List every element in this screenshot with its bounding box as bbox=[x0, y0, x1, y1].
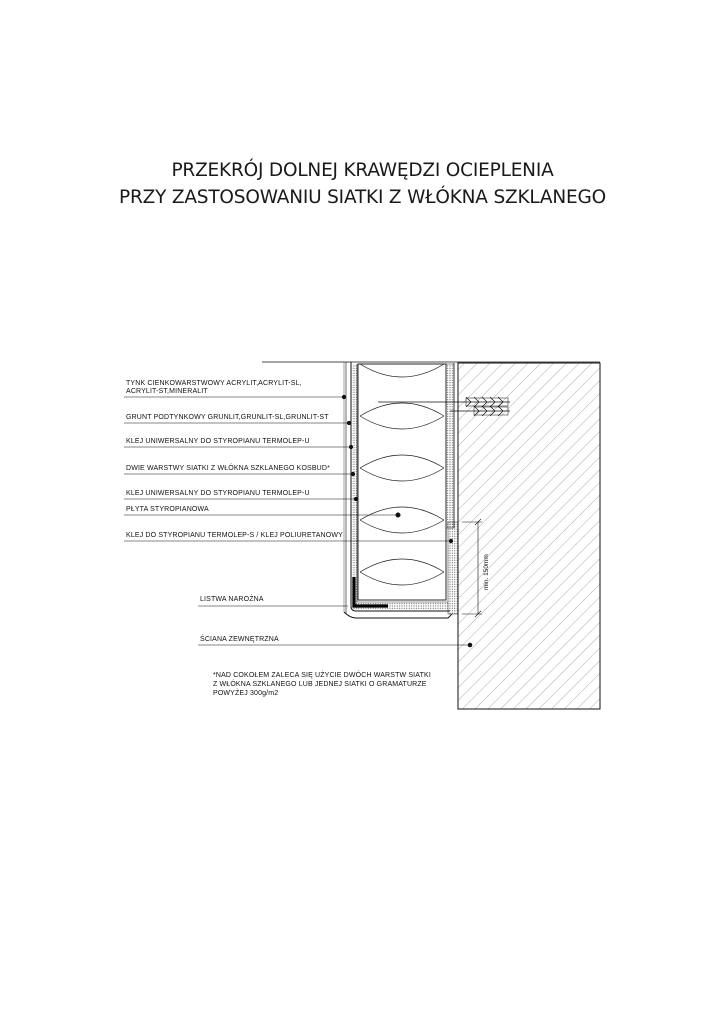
note-line1: *NAD COKOŁEM ZALECA SIĘ UŻYCIE DWÓCH WARSTW SIATKI bbox=[213, 672, 431, 679]
base-outline bbox=[344, 612, 452, 618]
label-listwa-narozna: LISTWA NAROŻNA bbox=[200, 596, 264, 603]
label-tynk-line2: ACRYLIT-ST,MINERALIT bbox=[126, 388, 208, 395]
label-tynk-line1: TYNK CIENKOWARSTWOWY ACRYLIT,ACRYLIT-SL, bbox=[126, 380, 302, 387]
note-line3: POWYŻEJ 300g/m2 bbox=[213, 690, 279, 697]
label-siatka: DWIE WARSTWY SIATKI Z WŁÓKNA SZKLANEGO KOSBUD* bbox=[126, 465, 330, 472]
label-sciana-zewnetrzna: ŚCIANA ZEWNĘTRZNA bbox=[200, 636, 279, 643]
label-klej-uniwersalny-1: KLEJ UNIWERSALNY DO STYROPIANU TERMOLEP-U bbox=[126, 438, 310, 445]
label-klej-uniwersalny-2: KLEJ UNIWERSALNY DO STYROPIANU TERMOLEP-U bbox=[126, 490, 310, 497]
drawing-title-line2: PRZY ZASTOSOWANIU SIATKI Z WŁÓKNA SZKLANEGO bbox=[118, 187, 607, 208]
polystyrene-board bbox=[358, 364, 446, 600]
dimension-label: min. 150mm bbox=[483, 554, 490, 590]
label-klej-poliuretanowy: KLEJ DO STYROPIANU TERMOLEP-S / KLEJ POLIURETANOWY bbox=[126, 532, 343, 539]
adhesive-layer bbox=[446, 364, 458, 614]
label-grunt: GRUNT PODTYNKOWY GRUNLIT,GRUNLIT-SL,GRUNLIT-ST bbox=[126, 414, 329, 421]
note-line2: Z WŁÓKNA SZKLANEGO LUB JEDNEJ SIATKI O GRAMATURZE bbox=[213, 681, 427, 688]
label-plyta-styropianowa: PŁYTA STYROPIANOWA bbox=[126, 506, 209, 513]
drawing-title-line1: PRZEKRÓJ DOLNEJ KRAWĘDZI OCIEPLENIA bbox=[171, 160, 554, 181]
